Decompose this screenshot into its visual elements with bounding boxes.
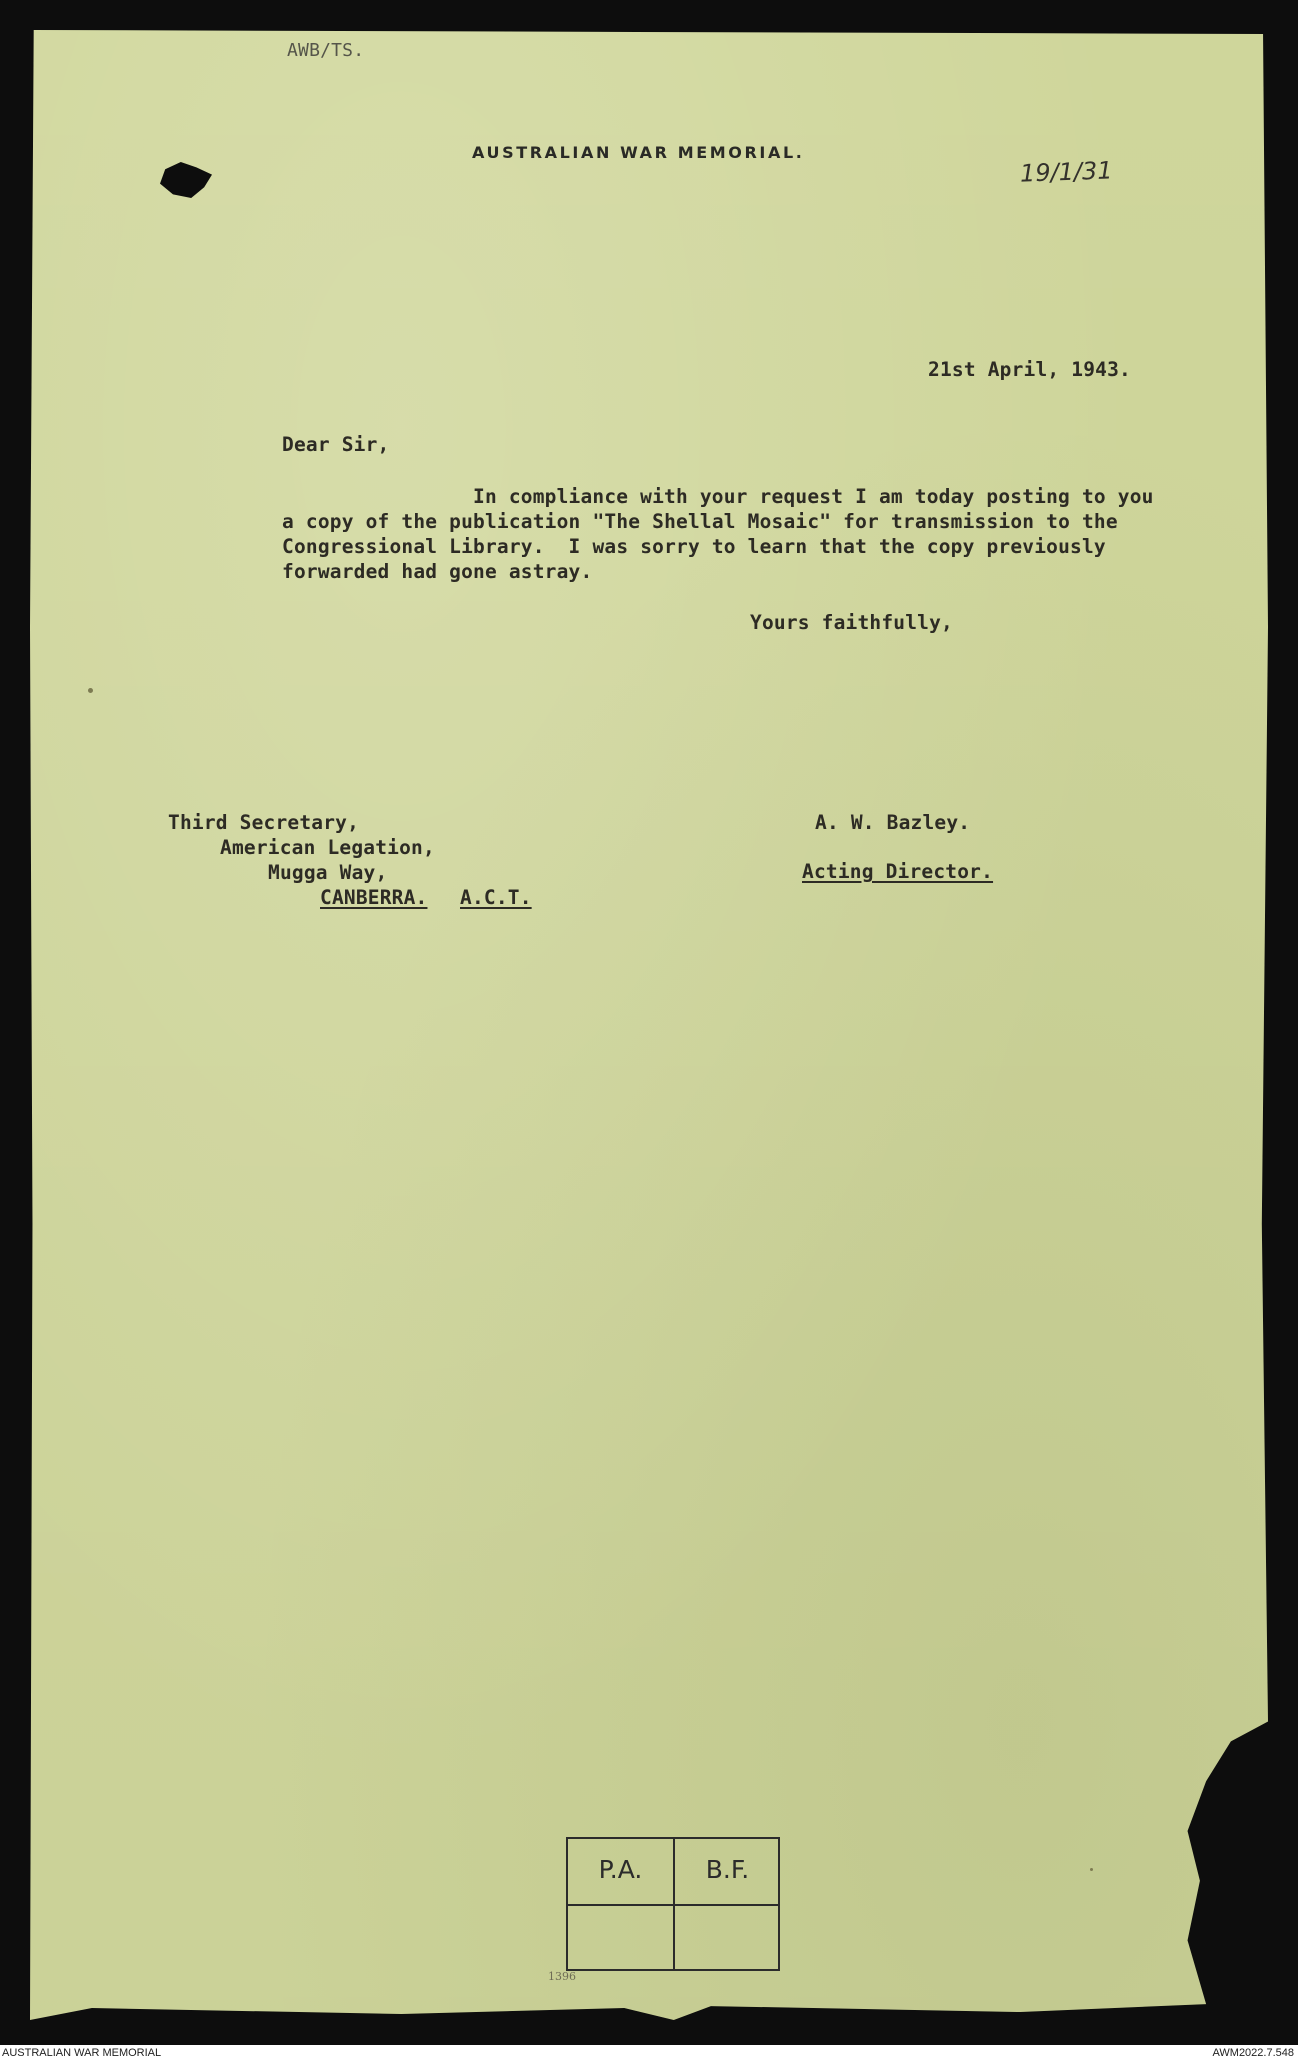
reference-code: AWB/TS. (287, 40, 365, 61)
recipient-line-2: American Legation, (220, 836, 435, 859)
body-line-3: Congressional Library. I was sorry to learn that the copy previously (282, 535, 1106, 558)
recipient-line-1: Third Secretary, (168, 811, 360, 834)
footer-institution: AUSTRALIAN WAR MEMORIAL (2, 2047, 162, 2059)
body-line-2: a copy of the publication "The Shellal Mosaic" for transmission to the (282, 510, 1118, 533)
stamp-divider-horizontal (568, 1904, 778, 1906)
signatory-title: Acting Director. (802, 860, 994, 883)
letter-page (30, 30, 1268, 2020)
letter-date: 21st April, 1943. (928, 358, 1131, 381)
pa-bf-stamp (566, 1837, 780, 1971)
salutation: Dear Sir, (282, 433, 390, 456)
file-number: 19/1/31 (1019, 156, 1113, 188)
paper-speck (1090, 1868, 1093, 1871)
letterhead: AUSTRALIAN WAR MEMORIAL. (472, 143, 805, 162)
closing: Yours faithfully, (750, 611, 953, 634)
signatory-name: A. W. Bazley. (815, 811, 971, 834)
body-line-1: In compliance with your request I am today posting to you (473, 485, 1154, 508)
stamp-label-pa: P.A. (598, 1855, 643, 1884)
footer-accession-number: AWM2022.7.548 (1212, 2047, 1294, 2059)
paper-speck (88, 688, 93, 693)
recipient-territory: A.C.T. (460, 886, 532, 909)
body-line-4: forwarded had gone astray. (282, 560, 593, 583)
recipient-line-3: Mugga Way, (268, 861, 388, 884)
recipient-city: CANBERRA. (320, 886, 428, 909)
form-number: 1396 (548, 1970, 576, 1983)
stamp-label-bf: B.F. (705, 1855, 750, 1884)
